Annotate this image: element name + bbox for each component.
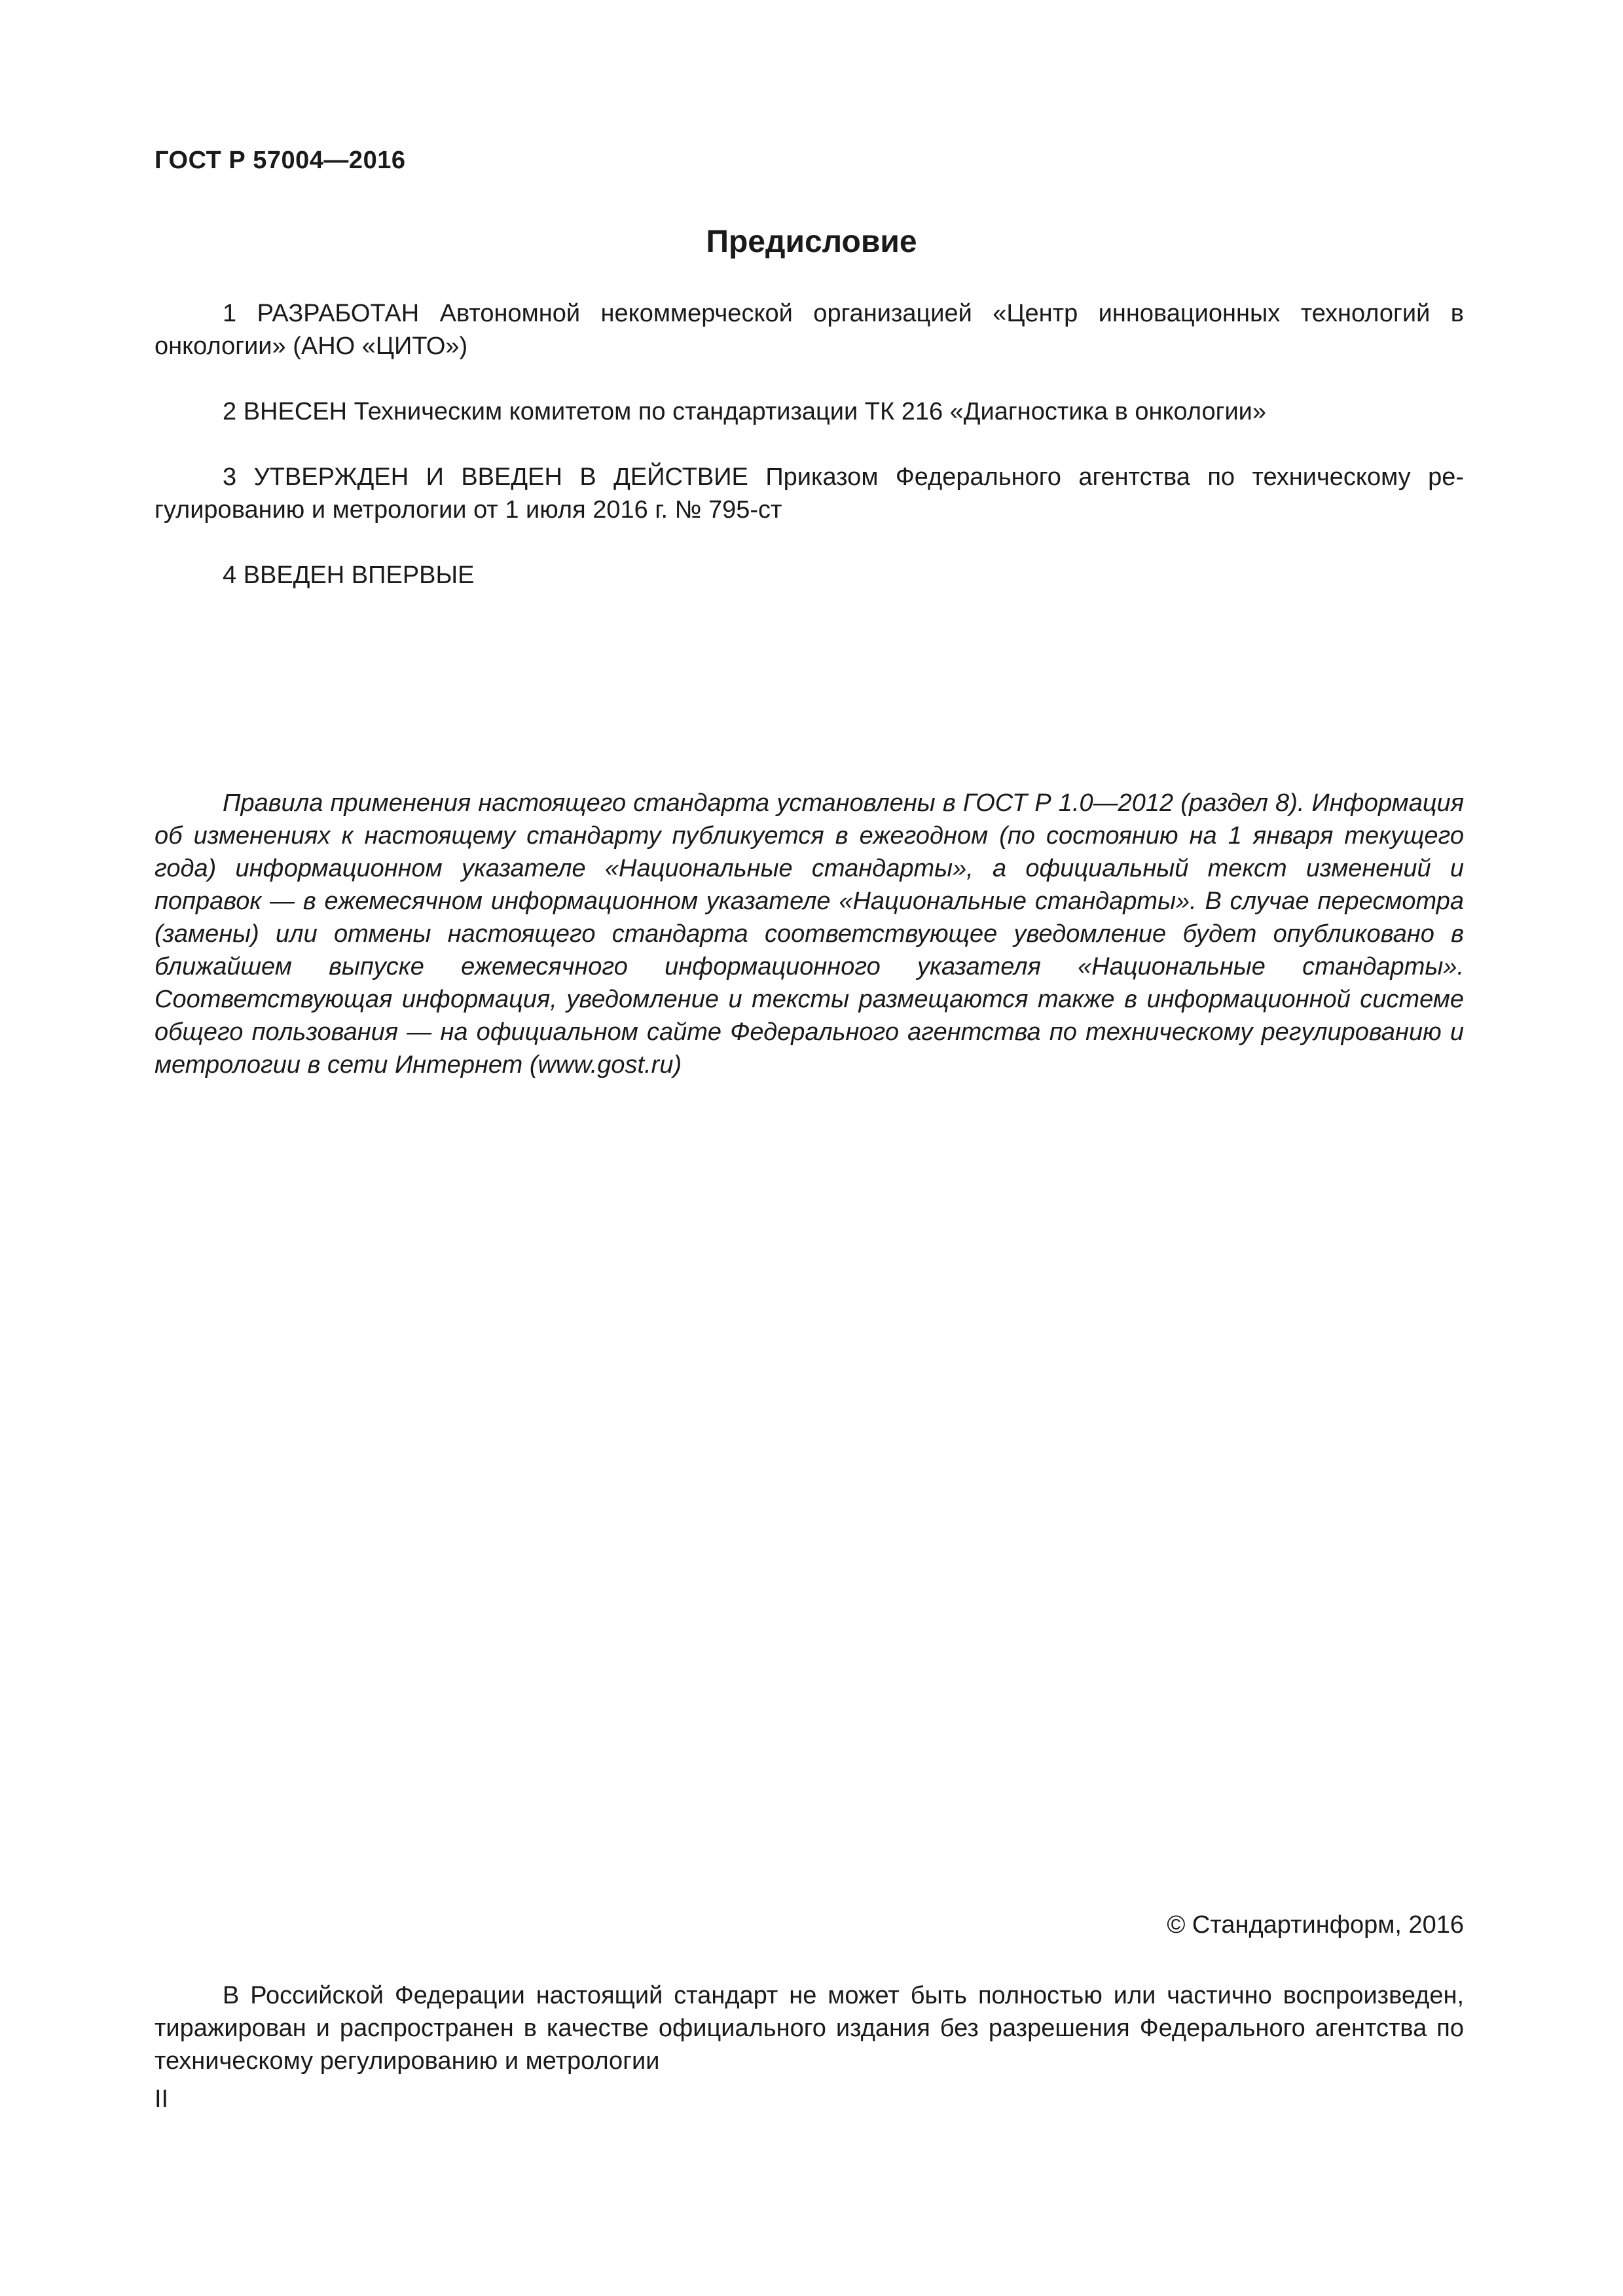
reproduction-rights-notice: В Российской Федерации настоящий стандарт не может быть полностью или частично воспроизведен, тиражирован и распространен в качестве официального издания без разрешения Федерального агентства по техническому регулированию и метрологии xyxy=(155,1982,1464,2075)
page-title: Предисловие xyxy=(706,224,917,259)
foreword-item-4: 4 ВВЕДЕН ВПЕРВЫЕ xyxy=(223,562,475,589)
document-code: ГОСТ Р 57004—2016 xyxy=(155,147,406,174)
foreword-item-1: 1 РАЗРАБОТАН Автономной некоммерческой организацией «Центр инновационных технологий в онкологии» (АНО «ЦИТО») xyxy=(155,300,1464,360)
application-rules-note: Правила применения настоящего стандарта установлены в ГОСТ Р 1.0—2012 (раздел 8). Информация об изменениях к настоящему стандарту публикуется в ежегодном (по состоянию на 1 января текущего года) информационном указателе «Национальные стандарты», а официальный текст изменений и поправок — в ежемесячном информационном указателе «Национальные стандарты». В случае пересмотра (замены) или отмены настоящего стандарта соответствующее уведомление будет опубликовано в ближайшем выпуске ежемесячного информационного указателя «Национальные стандарты». Соответствующая информация, уведомление и тексты размещаются также в информационной системе общего пользования — на официальном сайте Федерального агентства по техническому регулированию и метрологии в сети Интернет (www.gost.ru) xyxy=(155,789,1464,1079)
copyright-notice: © Стандартинформ, 2016 xyxy=(1167,1911,1464,1939)
foreword-item-3: 3 УТВЕРЖДЕН И ВВЕДЕН В ДЕЙСТВИЕ Приказом Федерального агентства по техническому регулированию и метрологии от 1 июля 2016 г. № 795-ст xyxy=(155,463,1464,524)
foreword-item-2: 2 ВНЕСЕН Техническим комитетом по стандартизации ТК 216 «Диагностика в онкологии» xyxy=(223,398,1267,425)
page-number: II xyxy=(155,2085,169,2113)
